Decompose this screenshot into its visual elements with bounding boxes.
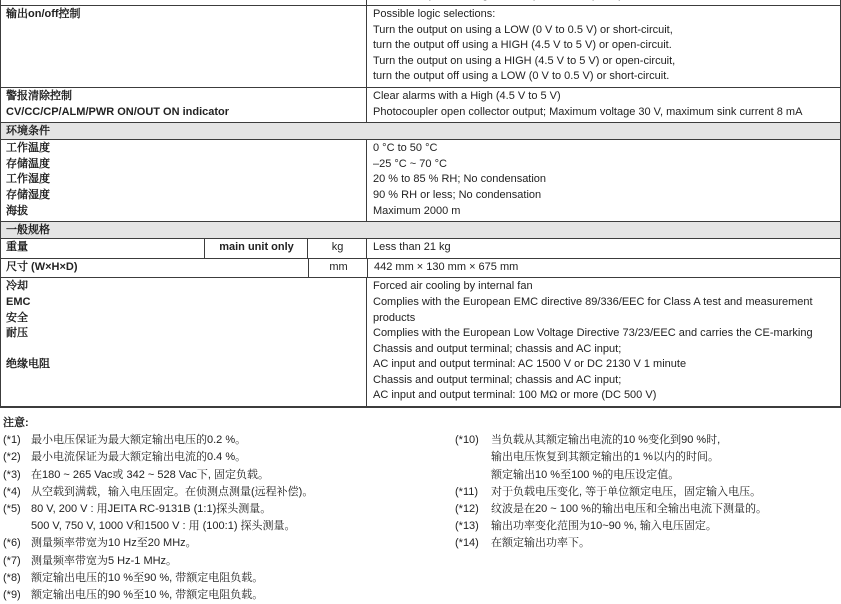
footnote <box>455 484 841 501</box>
section-header-environment: 环境条件 <box>1 123 840 140</box>
footnote-text: 测量频率带宽为5 Hz-1 MHz。 <box>31 554 178 567</box>
footnote-marker: (*13) <box>455 520 479 533</box>
output-control-line: turn the output off using a LOW (0 V to 0.5 V) or short-circuit. <box>373 70 670 83</box>
table-row-general-block <box>1 278 840 407</box>
table-row-weight <box>1 239 840 259</box>
output-control-line: Possible logic selections: <box>373 8 496 20</box>
table-row-output-control <box>1 6 840 88</box>
footnote-marker: (*2) <box>3 451 21 464</box>
spacer-line <box>6 342 362 358</box>
output-control-line: turn the output off using a HIGH (4.5 V to 5 V) or open-circuit. <box>373 39 672 52</box>
dimensions-unit: mm <box>309 259 368 278</box>
alarm-control-line: Clear alarms with a High (4.5 V to 5 V) <box>373 89 561 102</box>
safety-value: Complies with the European Low Voltage Directive 73/23/EEC and carries the CE-marking <box>373 327 813 340</box>
table-row-dimensions <box>1 259 840 279</box>
footnote <box>3 535 455 552</box>
weight-unit: kg <box>308 239 367 258</box>
clipped-text-fragment <box>373 0 836 4</box>
footnote <box>3 432 455 449</box>
footnotes-right-column <box>455 415 841 604</box>
footnote <box>3 467 455 484</box>
weight-condition: main unit only <box>205 239 308 258</box>
alarm-control-value <box>367 88 840 122</box>
cooling-value: Forced air cooling by internal fan <box>373 280 533 293</box>
withstand-voltage-value-line2: AC input and output terminal: AC 1500 V or DC 2130 V 1 minute <box>373 358 687 371</box>
storage-temperature-label: 存储温度 <box>6 157 50 170</box>
clipped-left-cell <box>1 0 367 5</box>
table-row-environment <box>1 140 840 222</box>
footnote-marker: (*5) <box>3 503 21 516</box>
footnote-marker: (*7) <box>3 554 21 567</box>
insulation-resistance-value-line2: AC input and output terminal: 100 MΩ or more (DC 500 V) <box>373 389 657 402</box>
footnotes-section <box>0 415 841 604</box>
footnote-text: 在180 ~ 265 Vac或 342 ~ 528 Vac下, 固定负载。 <box>31 468 270 481</box>
footnote-text: 在额定输出功率下。 <box>491 537 590 550</box>
footnote-marker <box>455 449 491 466</box>
footnote <box>3 587 455 604</box>
operating-temperature-value: 0 °C to 50 °C <box>373 142 438 155</box>
footnote-continuation <box>455 467 841 484</box>
output-control-line: Turn the output on using a LOW (0 V to 0.5 V) or short-circuit, <box>373 23 673 36</box>
withstand-voltage-value-line1: Chassis and output terminal; chassis and AC input; <box>373 342 622 355</box>
storage-humidity-value: 90 % RH or less; No condensation <box>373 188 542 201</box>
weight-label: 重量 <box>1 239 205 258</box>
footnote-marker: (*6) <box>3 537 21 550</box>
output-control-line: Turn the output on using a HIGH (4.5 V to 5 V) or open-circuit, <box>373 54 676 67</box>
environment-values <box>367 140 840 221</box>
safety-label: 安全 <box>6 311 28 324</box>
footnote <box>3 570 455 587</box>
storage-temperature-value: –25 °C ~ 70 °C <box>373 157 447 170</box>
footnote-text: 最小电压保证为最大额定输出电压的0.2 %。 <box>31 434 247 447</box>
footnote-marker <box>3 518 31 535</box>
alarm-clear-label: 警报清除控制 <box>6 89 72 102</box>
footnote-marker: (*1) <box>3 434 21 447</box>
withstand-voltage-label: 耐压 <box>6 327 28 340</box>
footnote-marker: (*12) <box>455 503 479 516</box>
dimensions-label: 尺寸 (W×H×D) <box>1 259 309 278</box>
table-row-alarm-control <box>1 88 840 123</box>
footnote-text: 额定输出电压的90 %至10 %, 带额定电阻负载。 <box>31 589 264 602</box>
footnote-text: 额定输出10 %至100 %的电压设定值。 <box>491 468 680 481</box>
footnote <box>455 518 841 535</box>
footnote <box>455 501 841 518</box>
weight-value: Less than 21 kg <box>373 241 451 254</box>
footnotes-title: 注意: <box>3 417 29 430</box>
insulation-resistance-label: 绝缘电阻 <box>6 358 50 371</box>
footnote-text: 输出电压恢复到其额定输出的1 %以内的时间。 <box>491 451 719 464</box>
footnote-text: 对于负载电压变化, 等于单位额定电压，固定输入电压。 <box>491 485 762 498</box>
spacer-line <box>455 415 841 432</box>
footnote-continuation <box>3 518 455 535</box>
indicator-label: CV/CC/CP/ALM/PWR ON/OUT ON indicator <box>6 105 230 118</box>
footnote-marker: (*9) <box>3 589 21 602</box>
section-header-general-specs: 一般规格 <box>1 222 840 239</box>
footnote <box>3 449 455 466</box>
footnote <box>455 432 841 449</box>
clipped-right-cell <box>367 0 840 5</box>
footnote-marker: (*11) <box>455 485 479 498</box>
footnote-text: 输出功率变化范围为10~90 %, 输入电压固定。 <box>491 520 717 533</box>
insulation-resistance-value-line1: Chassis and output terminal; chassis and AC input; <box>373 373 622 386</box>
footnote <box>3 501 455 518</box>
footnote <box>3 553 455 570</box>
cooling-label: 冷却 <box>6 280 28 293</box>
operating-temperature-label: 工作温度 <box>6 142 50 155</box>
footnotes-left-column <box>3 415 455 604</box>
footnote-text: 额定输出电压的10 %至90 %, 带额定电阻负载。 <box>31 571 264 584</box>
footnote-text: 最小电流保证为最大额定输出电流的0.4 %。 <box>31 451 247 464</box>
footnote-continuation <box>455 449 841 466</box>
output-control-label: 输出on/off控制 <box>1 6 367 87</box>
footnote-marker: (*3) <box>3 468 21 481</box>
footnote-marker <box>455 467 491 484</box>
general-block-values <box>367 278 840 406</box>
operating-humidity-label: 工作湿度 <box>6 173 50 186</box>
footnote <box>3 484 455 501</box>
footnote-text: 当负载从其额定输出电流的10 %变化到90 %时, <box>491 434 721 447</box>
alarm-control-labels <box>1 88 367 122</box>
altitude-value: Maximum 2000 m <box>373 204 461 217</box>
footnote-marker: (*4) <box>3 485 21 498</box>
footnote-text: 从空载到满载，输入电压固定。在侦测点测量(远程补偿)。 <box>31 485 314 498</box>
footnote-marker: (*10) <box>455 434 479 447</box>
emc-label: EMC <box>6 295 31 308</box>
footnote <box>455 535 841 552</box>
footnote-marker: (*14) <box>455 537 479 550</box>
footnote-text: 测量频率带宽为10 Hz至20 MHz。 <box>31 537 197 550</box>
alarm-control-line: Photocoupler open collector output; Maximum voltage 30 V, maximum sink current 8 mA <box>373 105 803 118</box>
footnote-text: 500 V, 750 V, 1000 V和1500 V : 用 (100:1) 探头测量。 <box>31 520 296 533</box>
spacer-line <box>6 373 362 389</box>
altitude-label: 海拔 <box>6 204 28 217</box>
footnote-text: 80 V, 200 V : 用JEITA RC-9131B (1:1)探头测量。 <box>31 503 272 516</box>
emc-value: Complies with the European EMC directive 89/336/EEC for Class A test and measurement products <box>373 295 813 324</box>
environment-labels <box>1 140 367 221</box>
output-control-value <box>367 6 840 87</box>
footnote-text: 纹波是在20 ~ 100 %的输出电压和全输出电流下测量的。 <box>491 503 767 516</box>
operating-humidity-value: 20 % to 85 % RH; No condensation <box>373 173 547 186</box>
dimensions-value: 442 mm × 130 mm × 675 mm <box>374 260 519 273</box>
footnote-marker: (*8) <box>3 571 21 584</box>
general-block-labels <box>1 278 367 406</box>
storage-humidity-label: 存储湿度 <box>6 188 50 201</box>
